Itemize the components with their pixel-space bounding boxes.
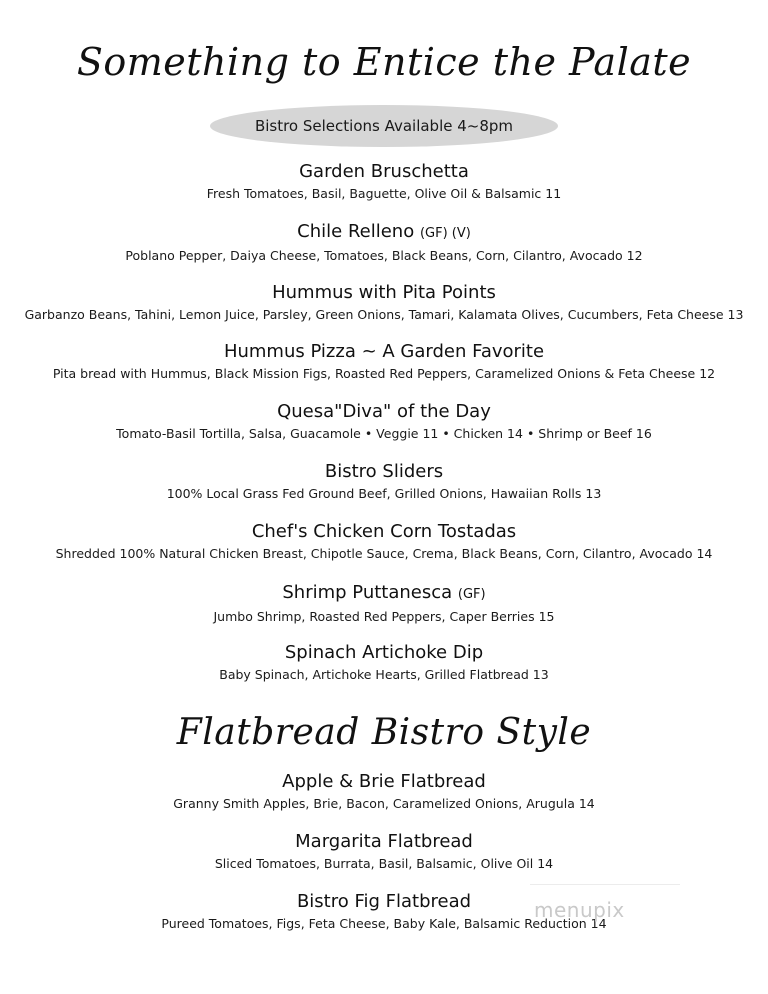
item-name: Chile Relleno (GF) (V)	[297, 221, 471, 242]
item-description: Baby Spinach, Artichoke Hearts, Grilled Flatbread 13	[219, 667, 549, 682]
item-description: Fresh Tomatoes, Basil, Baguette, Olive Oil & Balsamic 11	[206, 186, 562, 201]
watermark-line	[530, 884, 680, 885]
item-name: Quesa"Diva" of the Day	[277, 401, 491, 422]
item-description: Pita bread with Hummus, Black Mission Figs, Roasted Red Peppers, Caramelized Onions & Feta Cheese 12	[52, 366, 716, 381]
item-name: Hummus with Pita Points	[272, 282, 496, 303]
availability-banner: Bistro Selections Available 4~8pm	[210, 105, 558, 147]
menu-item	[0, 771, 768, 813]
menu-item	[0, 831, 768, 873]
watermark: menupix	[534, 898, 625, 922]
item-description: Poblano Pepper, Daiya Cheese, Tomatoes, Black Beans, Corn, Cilantro, Avocado 12	[125, 248, 643, 263]
menu-item	[0, 891, 768, 933]
item-name: Shrimp Puttanesca (GF)	[282, 582, 486, 603]
menu-item	[0, 461, 768, 503]
dietary-tag: (GF) (V)	[419, 226, 471, 241]
menu-item	[0, 401, 768, 443]
item-name: Bistro Sliders	[324, 461, 444, 482]
menu-item	[0, 161, 768, 203]
item-description: Tomato-Basil Tortilla, Salsa, Guacamole • Veggie 11 • Chicken 14 • Shrimp or Beef 16	[116, 426, 652, 441]
item-description: Sliced Tomatoes, Burrata, Basil, Balsamic, Olive Oil 14	[214, 856, 554, 871]
item-description: 100% Local Grass Fed Ground Beef, Grilled Onions, Hawaiian Rolls 13	[166, 486, 602, 501]
item-name: Garden Bruschetta	[299, 161, 469, 182]
item-description: Garbanzo Beans, Tahini, Lemon Juice, Parsley, Green Onions, Tamari, Kalamata Olives, Cucumbers, Feta Cheese 13	[24, 307, 744, 322]
item-name: Bistro Fig Flatbread	[296, 891, 472, 912]
dietary-tag: (GF)	[457, 587, 486, 602]
item-name: Chef's Chicken Corn Tostadas	[251, 521, 517, 542]
menu-item	[0, 642, 768, 684]
item-name: Spinach Artichoke Dip	[284, 642, 484, 663]
item-name: Margarita Flatbread	[295, 831, 473, 852]
menu-item	[0, 341, 768, 383]
item-description: Jumbo Shrimp, Roasted Red Peppers, Caper Berries 15	[213, 609, 555, 624]
item-description: Shredded 100% Natural Chicken Breast, Chipotle Sauce, Crema, Black Beans, Corn, Cilantro, Avocado 14	[55, 546, 713, 561]
page-title: Something to Entice the Palate	[76, 40, 692, 84]
item-name: Hummus Pizza ~ A Garden Favorite	[223, 341, 545, 362]
menu-item	[0, 282, 768, 324]
item-name: Apple & Brie Flatbread	[282, 771, 486, 792]
item-description: Granny Smith Apples, Brie, Bacon, Caramelized Onions, Arugula 14	[173, 796, 595, 811]
menu-item	[0, 582, 768, 626]
menu-item	[0, 521, 768, 563]
section-title: Flatbread Bistro Style	[176, 712, 592, 753]
item-description: Pureed Tomatoes, Figs, Feta Cheese, Baby Kale, Balsamic Reduction 14	[161, 916, 607, 931]
menu-item	[0, 221, 768, 265]
